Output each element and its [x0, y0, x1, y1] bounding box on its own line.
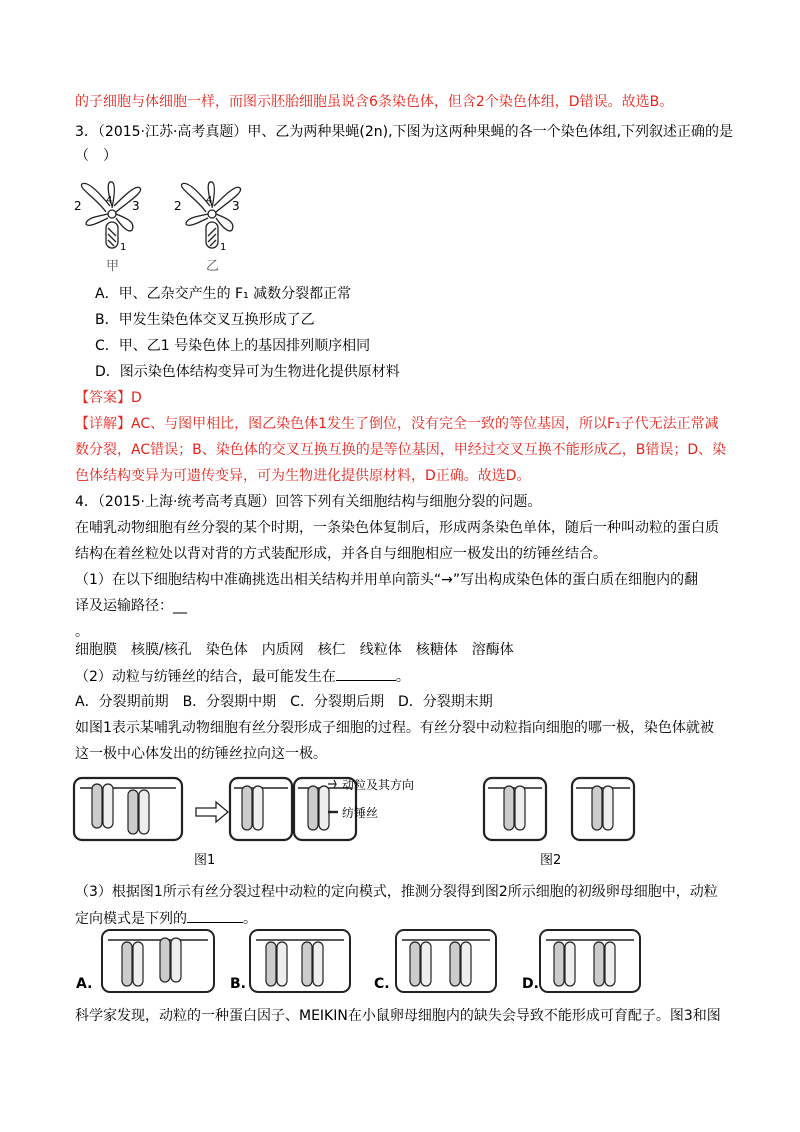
- label-2-yi: 2: [174, 199, 182, 213]
- fig3-label-b: B.: [230, 976, 246, 992]
- label-1-jia: 1: [120, 242, 127, 253]
- q3-detail-line3: 色体结构变异为可遗传变异，可为生物进化提供原材料，D正确。故选D。: [75, 468, 531, 484]
- fig3-option-a: [76, 930, 214, 992]
- q4-sub3-line1: （3）根据图1所示有丝分裂过程中动粒的定向模式，推测分裂得到图2所示细胞的初级卵母细胞中，动粒: [75, 884, 718, 900]
- label-yi: 乙: [206, 259, 220, 274]
- label-2-jia: 2: [74, 199, 82, 213]
- figure-1-and-2: [72, 772, 692, 872]
- q4-sub2-blank: [336, 666, 396, 681]
- label-3-jia: 3: [132, 199, 140, 213]
- q4-sub1-line2: 译及运输路径：__: [75, 598, 187, 614]
- fig1-legend-kinetochore: 动粒及其方向: [342, 778, 415, 792]
- q3-detail-line2: 数分裂，AC错误；B、染色体的交叉互换互换的是等位基因，甲经过交叉互换不能形成乙，B错误；D、染: [75, 442, 727, 458]
- fig3-option-d: [522, 930, 640, 992]
- fig1-cell-2: [230, 778, 292, 840]
- label-4-yi: 4: [206, 195, 213, 206]
- q4-sub2-options: A．分裂期前期 B．分裂期中期 C．分裂期后期 D．分裂期末期: [75, 694, 493, 710]
- q4-sub2: [75, 666, 410, 687]
- q3-paren: （ ）: [75, 148, 117, 164]
- q4-sub1-line1: （1）在以下细胞结构中准确挑选出相关结构并用单向箭头“→”写出构成染色体的蛋白质在细胞内的翻: [75, 572, 699, 588]
- q4-sub2-end: 。: [395, 669, 410, 685]
- q3-option-d: D．图示染色体结构变异可为生物进化提供原材料: [95, 364, 400, 380]
- q4-sub2-text: （2）动粒与纺锤丝的结合，最可能发生在: [75, 669, 336, 685]
- fig3-label-a: A.: [76, 976, 93, 992]
- q4-last-line: 科学家发现，动粒的一种蛋白因子、MEIKIN在小鼠卵母细胞内的缺失会导致不能形成可育配子。图3和图: [75, 1008, 721, 1024]
- q4-structures-list: 细胞膜 核膜/核孔 染色体 内质网 核仁 线粒体 核糖体 溶酶体: [75, 642, 514, 658]
- fig2-caption: 图2: [540, 853, 562, 868]
- q4-para2-line2: 这一极中心体发出的纺锤丝拉向这一极。: [75, 746, 327, 762]
- fig2-cell-1: [484, 778, 546, 840]
- fig2-cell-2: [572, 778, 634, 840]
- fig1-legend-spindle: 纺锤丝: [342, 806, 379, 820]
- q3-option-c: C．甲、乙1 号染色体上的基因排列顺序相同: [95, 338, 371, 354]
- q4-sub3-text: 定向模式是下列的: [75, 911, 187, 927]
- q3-detail-line1: 【详解】AC、与图甲相比，图乙染色体1发生了倒位，没有完全一致的等位基因，所以F₁子代无法正常减: [75, 416, 719, 432]
- fig3-option-b: [230, 930, 350, 992]
- q4-stem: 4．（2015·上海·统考高考真题）回答下列有关细胞结构与细胞分裂的问题。: [75, 494, 542, 510]
- fig3-label-c: C.: [374, 976, 390, 992]
- q3-stem: 3．（2015·江苏·高考真题）甲、乙为两种果蝇(2n),下图为这两种果蝇的各一个染色体组,下列叙述正确的是: [75, 124, 734, 140]
- fig3-options: [72, 924, 672, 998]
- label-jia: 甲: [106, 259, 120, 274]
- fig1-caption: 图1: [194, 853, 216, 868]
- q4-para2-line1: 如图1表示某哺乳动物细胞有丝分裂形成子细胞的过程。有丝分裂中动粒指向细胞的哪一极，染色体就被: [75, 720, 714, 736]
- label-3-yi: 3: [232, 199, 240, 213]
- fig3-label-d: D.: [522, 976, 539, 992]
- chromosome-set-yi: [181, 182, 240, 248]
- q4-sub1-end: 。: [75, 624, 89, 640]
- label-1-yi: 1: [220, 242, 227, 253]
- fig1-cell-1: [74, 778, 182, 840]
- label-4-jia: 4: [106, 195, 113, 206]
- q4-sub3-blank: [187, 908, 243, 923]
- q3-option-b: B．甲发生染色体交叉互换形成了乙: [95, 312, 315, 328]
- q4-para1-line1: 在哺乳动物细胞有丝分裂的某个时期，一条染色体复制后，形成两条染色单体，随后一种叫动粒的蛋白质: [75, 520, 719, 536]
- q4-sub3-end: 。: [243, 911, 257, 927]
- fig3-option-c: [374, 930, 496, 992]
- chromosome-set-jia: [81, 182, 140, 248]
- q3-option-a: A．甲、乙杂交产生的 F₁ 减数分裂都正常: [95, 286, 352, 302]
- q3-chromosome-figure: [72, 176, 252, 280]
- q2-explanation-tail: 的子细胞与体细胞一样，而图示胚胎细胞虽说含6条染色体，但含2个染色体组，D错误。故选B。: [75, 94, 674, 110]
- q4-para1-line2: 结构在着丝粒处以背对背的方式装配形成，并各自与细胞相应一极发出的纺锤丝结合。: [75, 546, 607, 562]
- q3-answer: 【答案】D: [75, 390, 142, 406]
- process-arrow-icon: [196, 802, 228, 822]
